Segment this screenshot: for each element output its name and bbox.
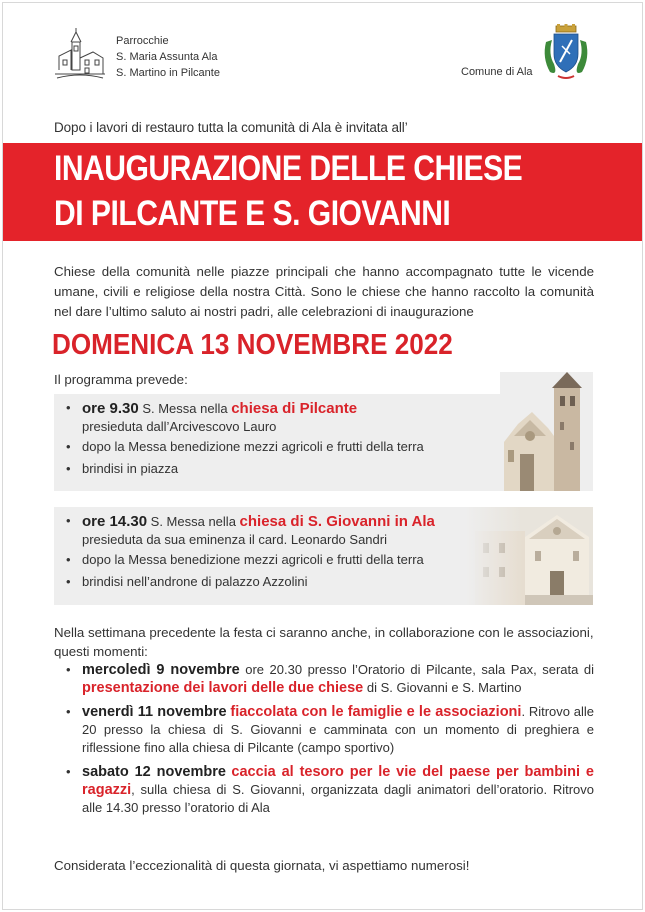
parish-name bbox=[116, 33, 220, 81]
event-text: , sulla chiesa di S. Giovanni, organizzata dagli animatori dell’oratorio. Ritrovo alle 14.30 presso l’oratorio di Ala bbox=[82, 782, 594, 815]
pilcante-church-image bbox=[500, 372, 593, 491]
parish-line: Parrocchie bbox=[116, 35, 169, 47]
comune-label: Comune di Ala bbox=[461, 66, 533, 78]
event-day: sabato 12 novembre bbox=[82, 764, 226, 780]
program-item: • dopo la Messa benedizione mezzi agricoli e frutti della terra bbox=[66, 439, 424, 454]
event-item bbox=[66, 763, 594, 817]
event-highlight: caccia al tesoro per le vie del paese per bambini e ragazzi bbox=[82, 764, 594, 798]
program-church: chiesa di Pilcante bbox=[231, 400, 358, 417]
program-item: • brindisi nell’androne di palazzo Azzolini bbox=[66, 574, 435, 589]
event-text: ore 20.30 presso l’Oratorio di Pilcante, sala Pax, serata di bbox=[239, 662, 594, 677]
events-list bbox=[66, 661, 594, 823]
program-presided: presieduta dall’Arcivescovo Lauro bbox=[82, 419, 277, 434]
title-banner bbox=[3, 143, 642, 241]
event-text: di S. Giovanni e S. Martino bbox=[363, 680, 522, 695]
header bbox=[0, 0, 645, 110]
event-day: mercoledì 9 novembre bbox=[82, 662, 240, 678]
week-intro: Nella settimana precedente la festa ci saranno anche, in collaborazione con le associazioni, questi momenti: bbox=[54, 625, 594, 659]
program-label: Il programma prevede: bbox=[54, 372, 188, 387]
program-item bbox=[66, 400, 424, 434]
description: Chiese della comunità nelle piazze principali che hanno accompagnato tutte le vicende umane, civili e religiose della nostra Città. Sono le chiese che hanno raccolto la comunità nel dare l’ultimo saluto ai nostri padri, alle celebrazioni di inaugurazione bbox=[54, 264, 594, 319]
program-presided: presieduta da sua eminenza il card. Leonardo Sandri bbox=[82, 532, 387, 547]
event-highlight: fiaccolata con le famiglie e le associazioni bbox=[230, 704, 522, 720]
title-line-2: DI PILCANTE E S. GIOVANNI bbox=[54, 194, 451, 233]
event-text: . Ritrovo alle 20 presso la chiesa di S. Giovanni e camminata con un momento di preghiera e riflessione fino alla chiesa di Pilcante (campo sportivo) bbox=[82, 704, 595, 755]
closing-text: Considerata l’eccezionalità di questa giornata, vi aspettiamo numerosi! bbox=[54, 858, 470, 873]
parish-line: S. Maria Assunta Ala bbox=[116, 51, 218, 63]
program-item: • dopo la Messa benedizione mezzi agricoli e frutti della terra bbox=[66, 552, 435, 567]
event-item bbox=[66, 703, 594, 757]
program-church: chiesa di S. Giovanni in Ala bbox=[239, 513, 435, 530]
program-list bbox=[66, 513, 435, 589]
event-day: venerdì 11 novembre bbox=[82, 704, 227, 720]
program-mass-text: S. Messa nella bbox=[147, 514, 240, 529]
program-mass-text: S. Messa nella bbox=[138, 401, 232, 416]
municipal-crest-icon bbox=[540, 24, 592, 82]
program-item: • brindisi in piazza bbox=[66, 461, 424, 476]
san-giovanni-church-image bbox=[465, 507, 593, 605]
church-drawing-icon bbox=[55, 28, 105, 82]
intro-text: Dopo i lavori di restauro tutta la comunità di Ala è invitata all’ bbox=[54, 120, 408, 135]
event-item bbox=[66, 661, 594, 697]
program-time: ore 9.30 bbox=[82, 400, 139, 417]
event-title bbox=[54, 146, 522, 236]
event-highlight: presentazione dei lavori delle due chiese bbox=[82, 680, 364, 696]
title-line-1: INAUGURAZIONE DELLE CHIESE bbox=[54, 149, 523, 188]
event-date: DOMENICA 13 NOVEMBRE 2022 bbox=[52, 329, 453, 361]
program-list bbox=[66, 400, 424, 476]
program-time: ore 14.30 bbox=[82, 513, 148, 530]
program-item bbox=[66, 513, 435, 547]
parish-line: S. Martino in Pilcante bbox=[116, 67, 220, 79]
